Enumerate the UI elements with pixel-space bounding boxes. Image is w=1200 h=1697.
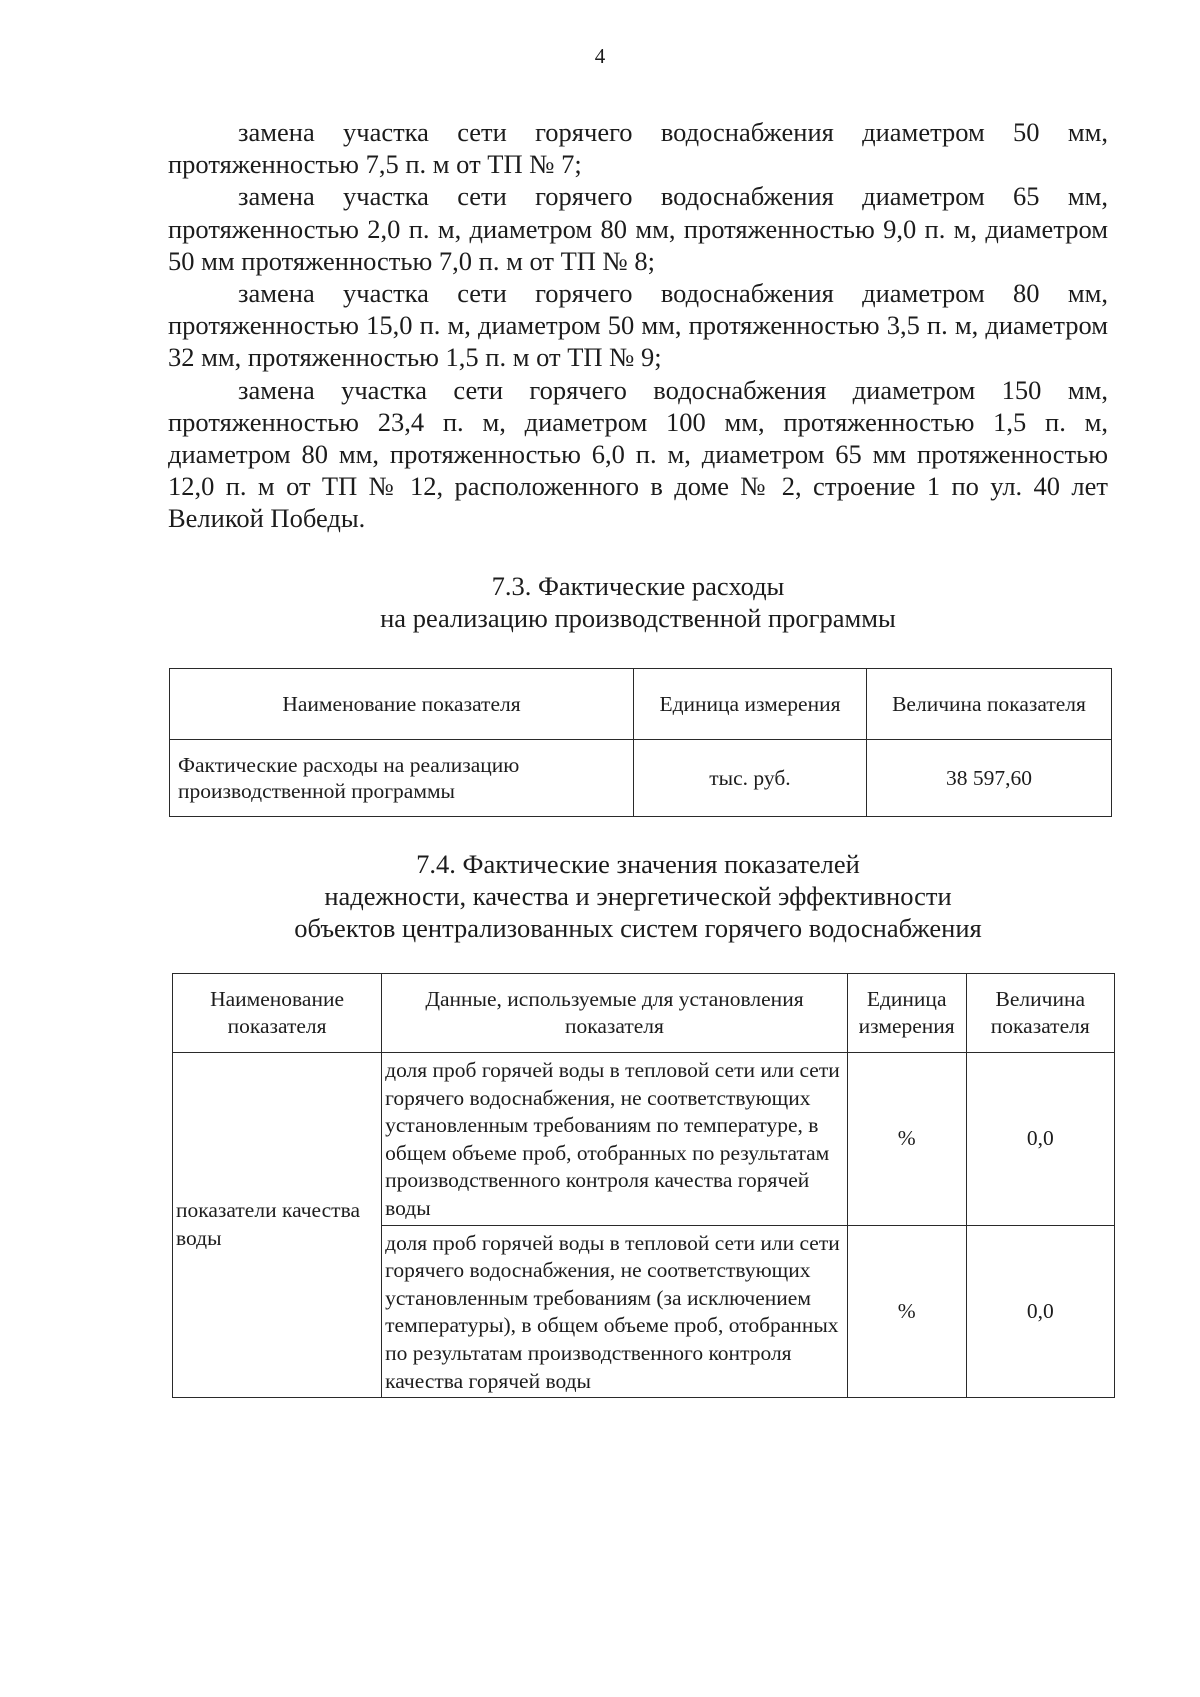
cell-value: 0,0 xyxy=(966,1053,1114,1226)
paragraph-1: замена участка сети горячего водоснабжения диаметром 50 мм, протяженностью 7,5 п. м от ТП № 7; xyxy=(168,117,1108,180)
cell-group-name: показатели качества воды xyxy=(173,1053,382,1398)
cell-data-description: доля проб горячей воды в тепловой сети или сети горячего водоснабжения, не соответствующих установленным требованиям (за исключением температуры), в общем объеме проб, отобранных по результатам производственного контроля качества горячей воды xyxy=(382,1225,848,1398)
body-text xyxy=(168,116,1108,535)
table-header-row xyxy=(170,669,1112,740)
header-value: Величина показателя xyxy=(966,974,1114,1053)
table-header-row xyxy=(173,974,1115,1053)
cell-indicator-name: Фактические расходы на реализацию производственной программы xyxy=(170,740,634,817)
section-7-3-title-line-1: 7.3. Фактические расходы xyxy=(491,571,785,601)
quality-indicators-table xyxy=(172,973,1115,1398)
section-7-3-heading xyxy=(168,570,1108,634)
header-value: Величина показателя xyxy=(867,669,1112,740)
section-7-4-title-line-2: надежности, качества и энергетической эффективности xyxy=(324,881,952,911)
cell-data-description: доля проб горячей воды в тепловой сети или сети горячего водоснабжения, не соответствующих установленным требованиям по температуре, в общем объеме проб, отобранных по результатам производственного контроля качества горячей воды xyxy=(382,1053,848,1226)
section-7-4-title-line-1: 7.4. Фактические значения показателей xyxy=(416,849,860,879)
header-unit: Единица измерения xyxy=(847,974,966,1053)
section-7-4-heading xyxy=(168,848,1108,944)
header-indicator-name: Наименование показателя xyxy=(170,669,634,740)
cell-unit: % xyxy=(847,1225,966,1398)
cell-unit: % xyxy=(847,1053,966,1226)
cell-value: 38 597,60 xyxy=(867,740,1112,817)
page-number: 4 xyxy=(594,44,606,68)
expenses-table xyxy=(169,668,1112,817)
cell-unit: тыс. руб. xyxy=(633,740,866,817)
header-unit: Единица измерения xyxy=(633,669,866,740)
paragraph-3: замена участка сети горячего водоснабжения диаметром 80 мм, протяженностью 15,0 п. м, диаметром 50 мм, протяженностью 3,5 п. м, диаметром 32 мм, протяженностью 1,5 п. м от ТП № 9; xyxy=(168,278,1108,373)
paragraph-4: замена участка сети горячего водоснабжения диаметром 150 мм, протяженностью 23,4 п. м, диаметром 100 мм, протяженностью 1,5 п. м, диаметром 80 мм, протяженностью 6,0 п. м, диаметром 65 мм протяженностью 12,0 п. м от ТП № 12, расположенного в доме № 2, строение 1 по ул. 40 лет Великой Победы. xyxy=(168,374,1108,534)
section-7-3-title-line-2: на реализацию производственной программы xyxy=(380,603,896,633)
paragraph-2: замена участка сети горячего водоснабжения диаметром 65 мм, протяженностью 2,0 п. м, диаметром 80 мм, протяженностью 9,0 п. м, диаметром 50 мм протяженностью 7,0 п. м от ТП № 8; xyxy=(168,181,1108,276)
cell-value: 0,0 xyxy=(966,1225,1114,1398)
header-indicator-name: Наименование показателя xyxy=(173,974,382,1053)
table-row xyxy=(173,1053,1115,1226)
section-7-4-title-line-3: объектов централизованных систем горячего водоснабжения xyxy=(294,913,982,943)
header-data-used: Данные, используемые для установления показателя xyxy=(382,974,848,1053)
table-row xyxy=(170,740,1112,817)
